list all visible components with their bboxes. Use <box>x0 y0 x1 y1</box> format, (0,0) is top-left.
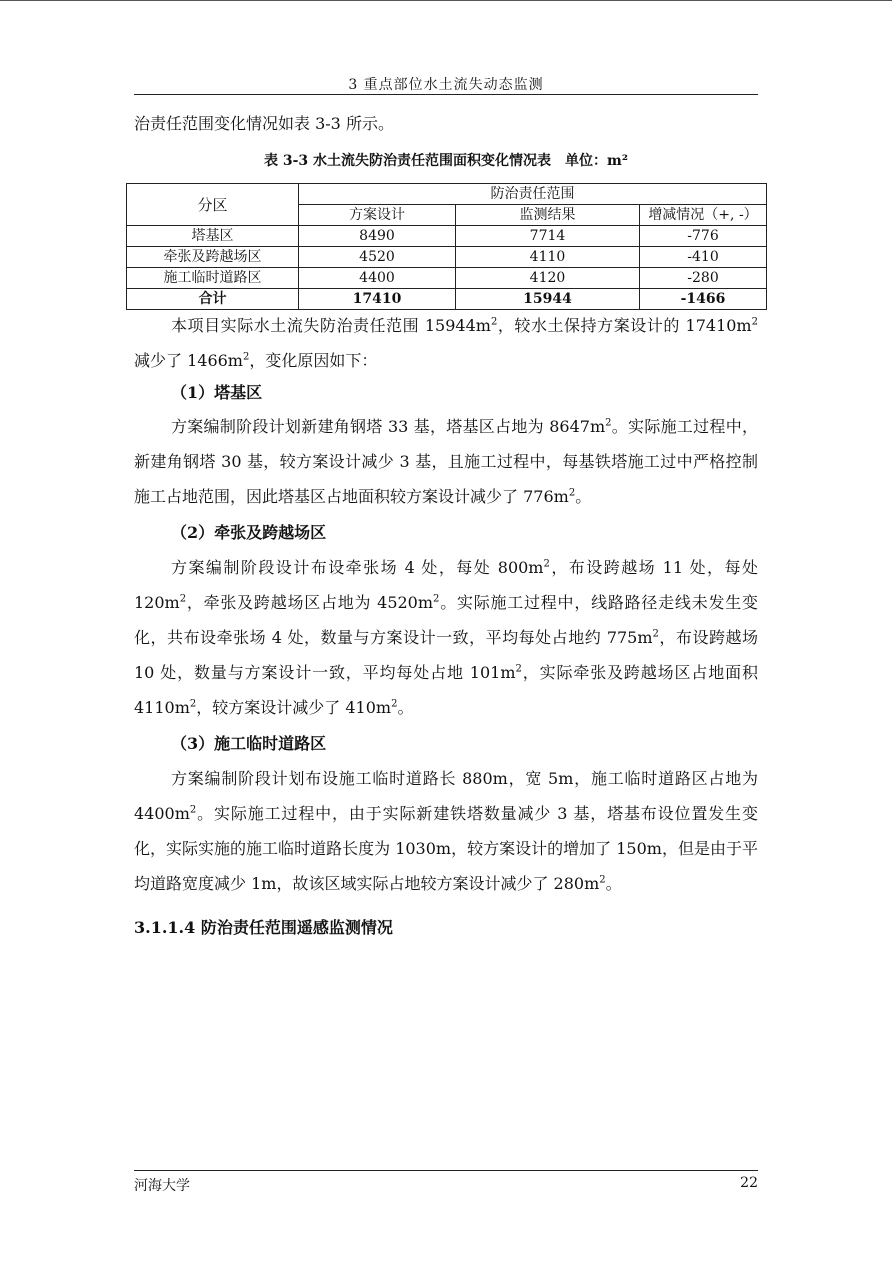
superscript: 2 <box>391 698 398 710</box>
superscript: 2 <box>189 804 197 816</box>
header-change: 增减情况（+, -） <box>640 205 767 226</box>
area-change-table <box>126 183 767 310</box>
paragraph-text: ，实际牵张及跨越场区占地面积 4110m <box>134 663 758 717</box>
top-border-line <box>0 0 892 1</box>
table-row <box>127 268 767 289</box>
header-group: 防治责任范围 <box>299 184 767 205</box>
superscript: 2 <box>568 487 576 499</box>
header-area: 分区 <box>127 184 299 226</box>
page-number: 22 <box>740 1175 758 1191</box>
header-plan: 方案设计 <box>299 205 456 226</box>
temp-road-paragraph <box>134 761 758 901</box>
total-plan: 17410 <box>299 289 456 310</box>
summary-paragraph <box>134 308 758 378</box>
paragraph-text: 方案编制阶段计划布设施工临时道路长 880m，宽 5m，施工临时道路区占地为 4400m <box>134 769 758 823</box>
continuation-text: 治责任范围变化情况如表 3-3 所示。 <box>134 114 394 133</box>
tension-area-paragraph <box>134 550 758 725</box>
cell-area: 牵张及跨越场区 <box>127 247 299 268</box>
header-rule <box>134 94 758 95</box>
cell-area: 塔基区 <box>127 226 299 247</box>
superscript: 2 <box>543 558 550 570</box>
total-monitor: 15944 <box>456 289 640 310</box>
footer-rule <box>134 1170 758 1171</box>
cell-change: -776 <box>640 226 767 247</box>
running-header: 3 重点部位水土流失动态监测 <box>348 77 544 93</box>
superscript: 2 <box>189 698 197 710</box>
cell-area: 施工临时道路区 <box>127 268 299 289</box>
cell-plan: 4400 <box>299 268 456 289</box>
paragraph-text: 。实际施工过程中，由于实际新建铁塔数量减少 3 基，塔基布设位置发生变化，实际实施的施工临时道路长度为 1030m，较方案设计的增加了 150m，但是由于平均道路宽度减少 1m，故该区域实际占地较方案设计减少了 280m <box>134 804 758 893</box>
table-caption: 表 3-3 水土流失防治责任范围面积变化情况表 单位：m² <box>264 153 628 169</box>
cell-change: -280 <box>640 268 767 289</box>
superscript: 2 <box>605 417 612 429</box>
summary-text: 本项目实际水土流失防治责任范围 15944m <box>171 316 491 335</box>
cell-plan: 8490 <box>299 226 456 247</box>
footer-institution: 河海大学 <box>134 1178 190 1194</box>
paragraph-text: 。实际施工过程中，线路路径走线未发生变化，共布设牵张场 4 处，数量与方案设计一致，平均每处占地约 775m <box>134 593 758 647</box>
table-total-row <box>127 289 767 310</box>
superscript: 2 <box>599 874 606 886</box>
superscript: 2 <box>242 351 250 363</box>
paragraph-text: ，布设跨越场 11 处，每处 120m <box>134 558 758 612</box>
cell-monitor: 4110 <box>456 247 640 268</box>
total-label: 合计 <box>127 289 299 310</box>
paragraph-text: 。实际施工过程中，新建角钢塔 30 基，较方案设计减少 3 基，且施工过程中，每基铁塔施工过中严格控制施工占地范围，因此塔基区占地面积较方案设计减少了 776m <box>134 417 758 506</box>
paragraph-text: ，布设跨越场 10 处，数量与方案设计一致，平均每处占地 101m <box>134 628 758 682</box>
subheading-temp-road-area: （3）施工临时道路区 <box>171 734 327 753</box>
superscript: 2 <box>490 316 498 328</box>
paragraph-text: 。 <box>605 874 622 893</box>
cell-monitor: 7714 <box>456 226 640 247</box>
cell-monitor: 4120 <box>456 268 640 289</box>
summary-text: 减少了 1466m <box>134 351 243 370</box>
cell-plan: 4520 <box>299 247 456 268</box>
paragraph-text: 。 <box>397 698 414 717</box>
superscript: 2 <box>515 663 522 675</box>
superscript: 2 <box>433 593 440 605</box>
superscript: 2 <box>179 593 187 605</box>
table-row <box>127 226 767 247</box>
subheading-tension-area: （2）牵张及跨越场区 <box>171 523 327 542</box>
table-row <box>127 247 767 268</box>
paragraph-text: 方案编制阶段设计布设牵张场 4 处，每处 800m <box>171 558 544 577</box>
paragraph-text: ，较方案设计减少了 410m <box>196 698 392 717</box>
superscript: 2 <box>751 316 758 328</box>
summary-text: ，较水土保持方案设计的 17410m <box>497 316 752 335</box>
paragraph-text: 。 <box>575 487 592 506</box>
paragraph-text: ，牵张及跨越场区占地为 4520m <box>186 593 434 612</box>
cell-change: -410 <box>640 247 767 268</box>
table-header-row <box>127 184 767 205</box>
header-monitor: 监测结果 <box>456 205 640 226</box>
superscript: 2 <box>652 628 659 640</box>
subheading-tower-area: （1）塔基区 <box>171 383 263 402</box>
section-heading: 3.1.1.4 防治责任范围遥感监测情况 <box>134 918 393 937</box>
summary-text: ，变化原因如下： <box>249 351 378 370</box>
total-change: -1466 <box>640 289 767 310</box>
tower-area-paragraph <box>134 409 758 514</box>
paragraph-text: 方案编制阶段计划新建角钢塔 33 基，塔基区占地为 8647m <box>171 417 606 436</box>
